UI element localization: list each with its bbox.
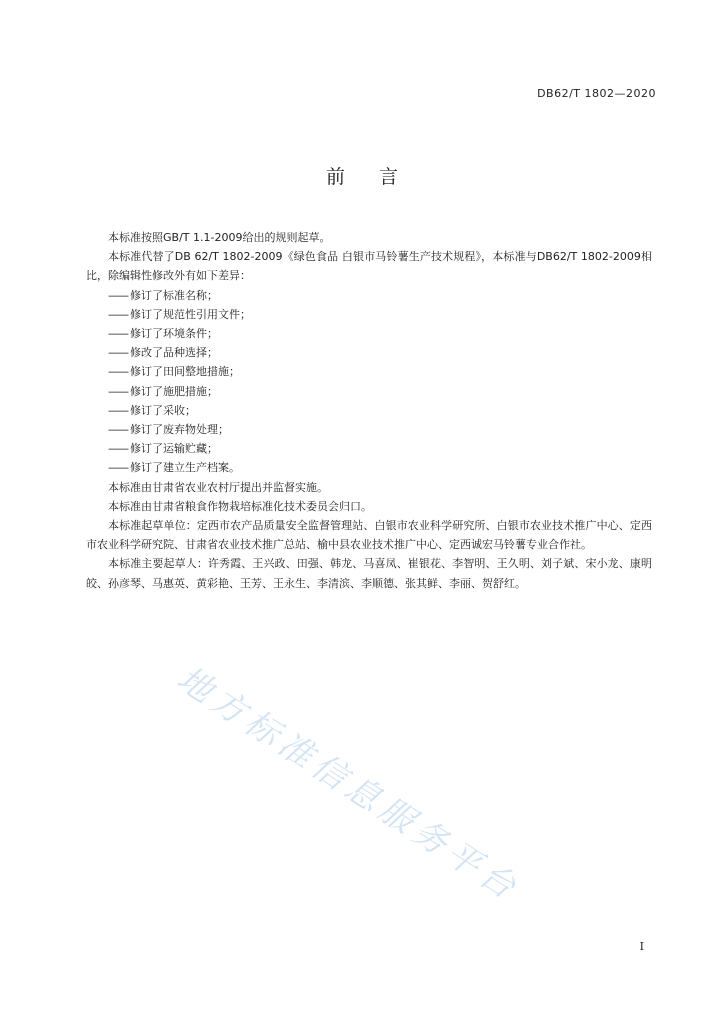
watermark: 地方标准信息服务平台 <box>169 658 528 911</box>
change-item: —— 修订了建立生产档案。 <box>86 458 652 477</box>
page-title: 前言 <box>325 166 432 188</box>
change-item: —— 修订了废弃物处理； <box>86 420 652 439</box>
change-item: —— 修订了标准名称； <box>86 286 652 305</box>
doc-code: DB62/T 1802—2020 <box>537 87 656 100</box>
document-body <box>86 228 652 593</box>
paragraph-committee: 本标准由甘肃省粮食作物栽培标准化技术委员会归口。 <box>108 499 372 513</box>
change-item: —— 修订了环境条件； <box>86 324 652 343</box>
change-item: —— 修订了施肥措施； <box>86 382 652 401</box>
change-item: —— 修改了品种选择； <box>86 343 652 362</box>
page-number: I <box>639 940 644 953</box>
change-item: —— 修订了规范性引用文件； <box>86 305 652 324</box>
change-item: —— 修订了采收； <box>86 401 652 420</box>
change-item: —— 修订了运输贮藏； <box>86 439 652 458</box>
paragraph-drafting-units: 本标准起草单位：定西市农产品质量安全监督管理站、白银市农业科学研究所、白银市农业技术推广中心、定西市农业科学研究院、甘肃省农业技术推广总站、榆中县农业技术推广中心、定西诚宏马铃薯专业合作社。 <box>86 519 652 552</box>
change-item: —— 修订了田间整地措施； <box>86 362 652 381</box>
paragraph-replacement: 本标准代替了DB 62/T 1802-2009《绿色食品 白银市马铃薯生产技术规程》，本标准与DB62/T 1802-2009相比，除编辑性修改外有如下差异： <box>86 250 652 283</box>
paragraph-proposer: 本标准由甘肃省农业农村厅提出并监督实施。 <box>108 480 328 494</box>
paragraph-drafting-rules: 本标准按照GB/T 1.1-2009给出的规则起草。 <box>108 231 331 244</box>
paragraph-drafters: 本标准主要起草人：许秀霞、王兴政、田强、韩龙、马喜凤、崔银花、李智明、王久明、刘子斌、宋小龙、康明皎、孙彦琴、马惠英、黄彩艳、王芳、王永生、李清滨、李顺德、张其鲜、李丽、贺舒红。 <box>86 557 652 590</box>
